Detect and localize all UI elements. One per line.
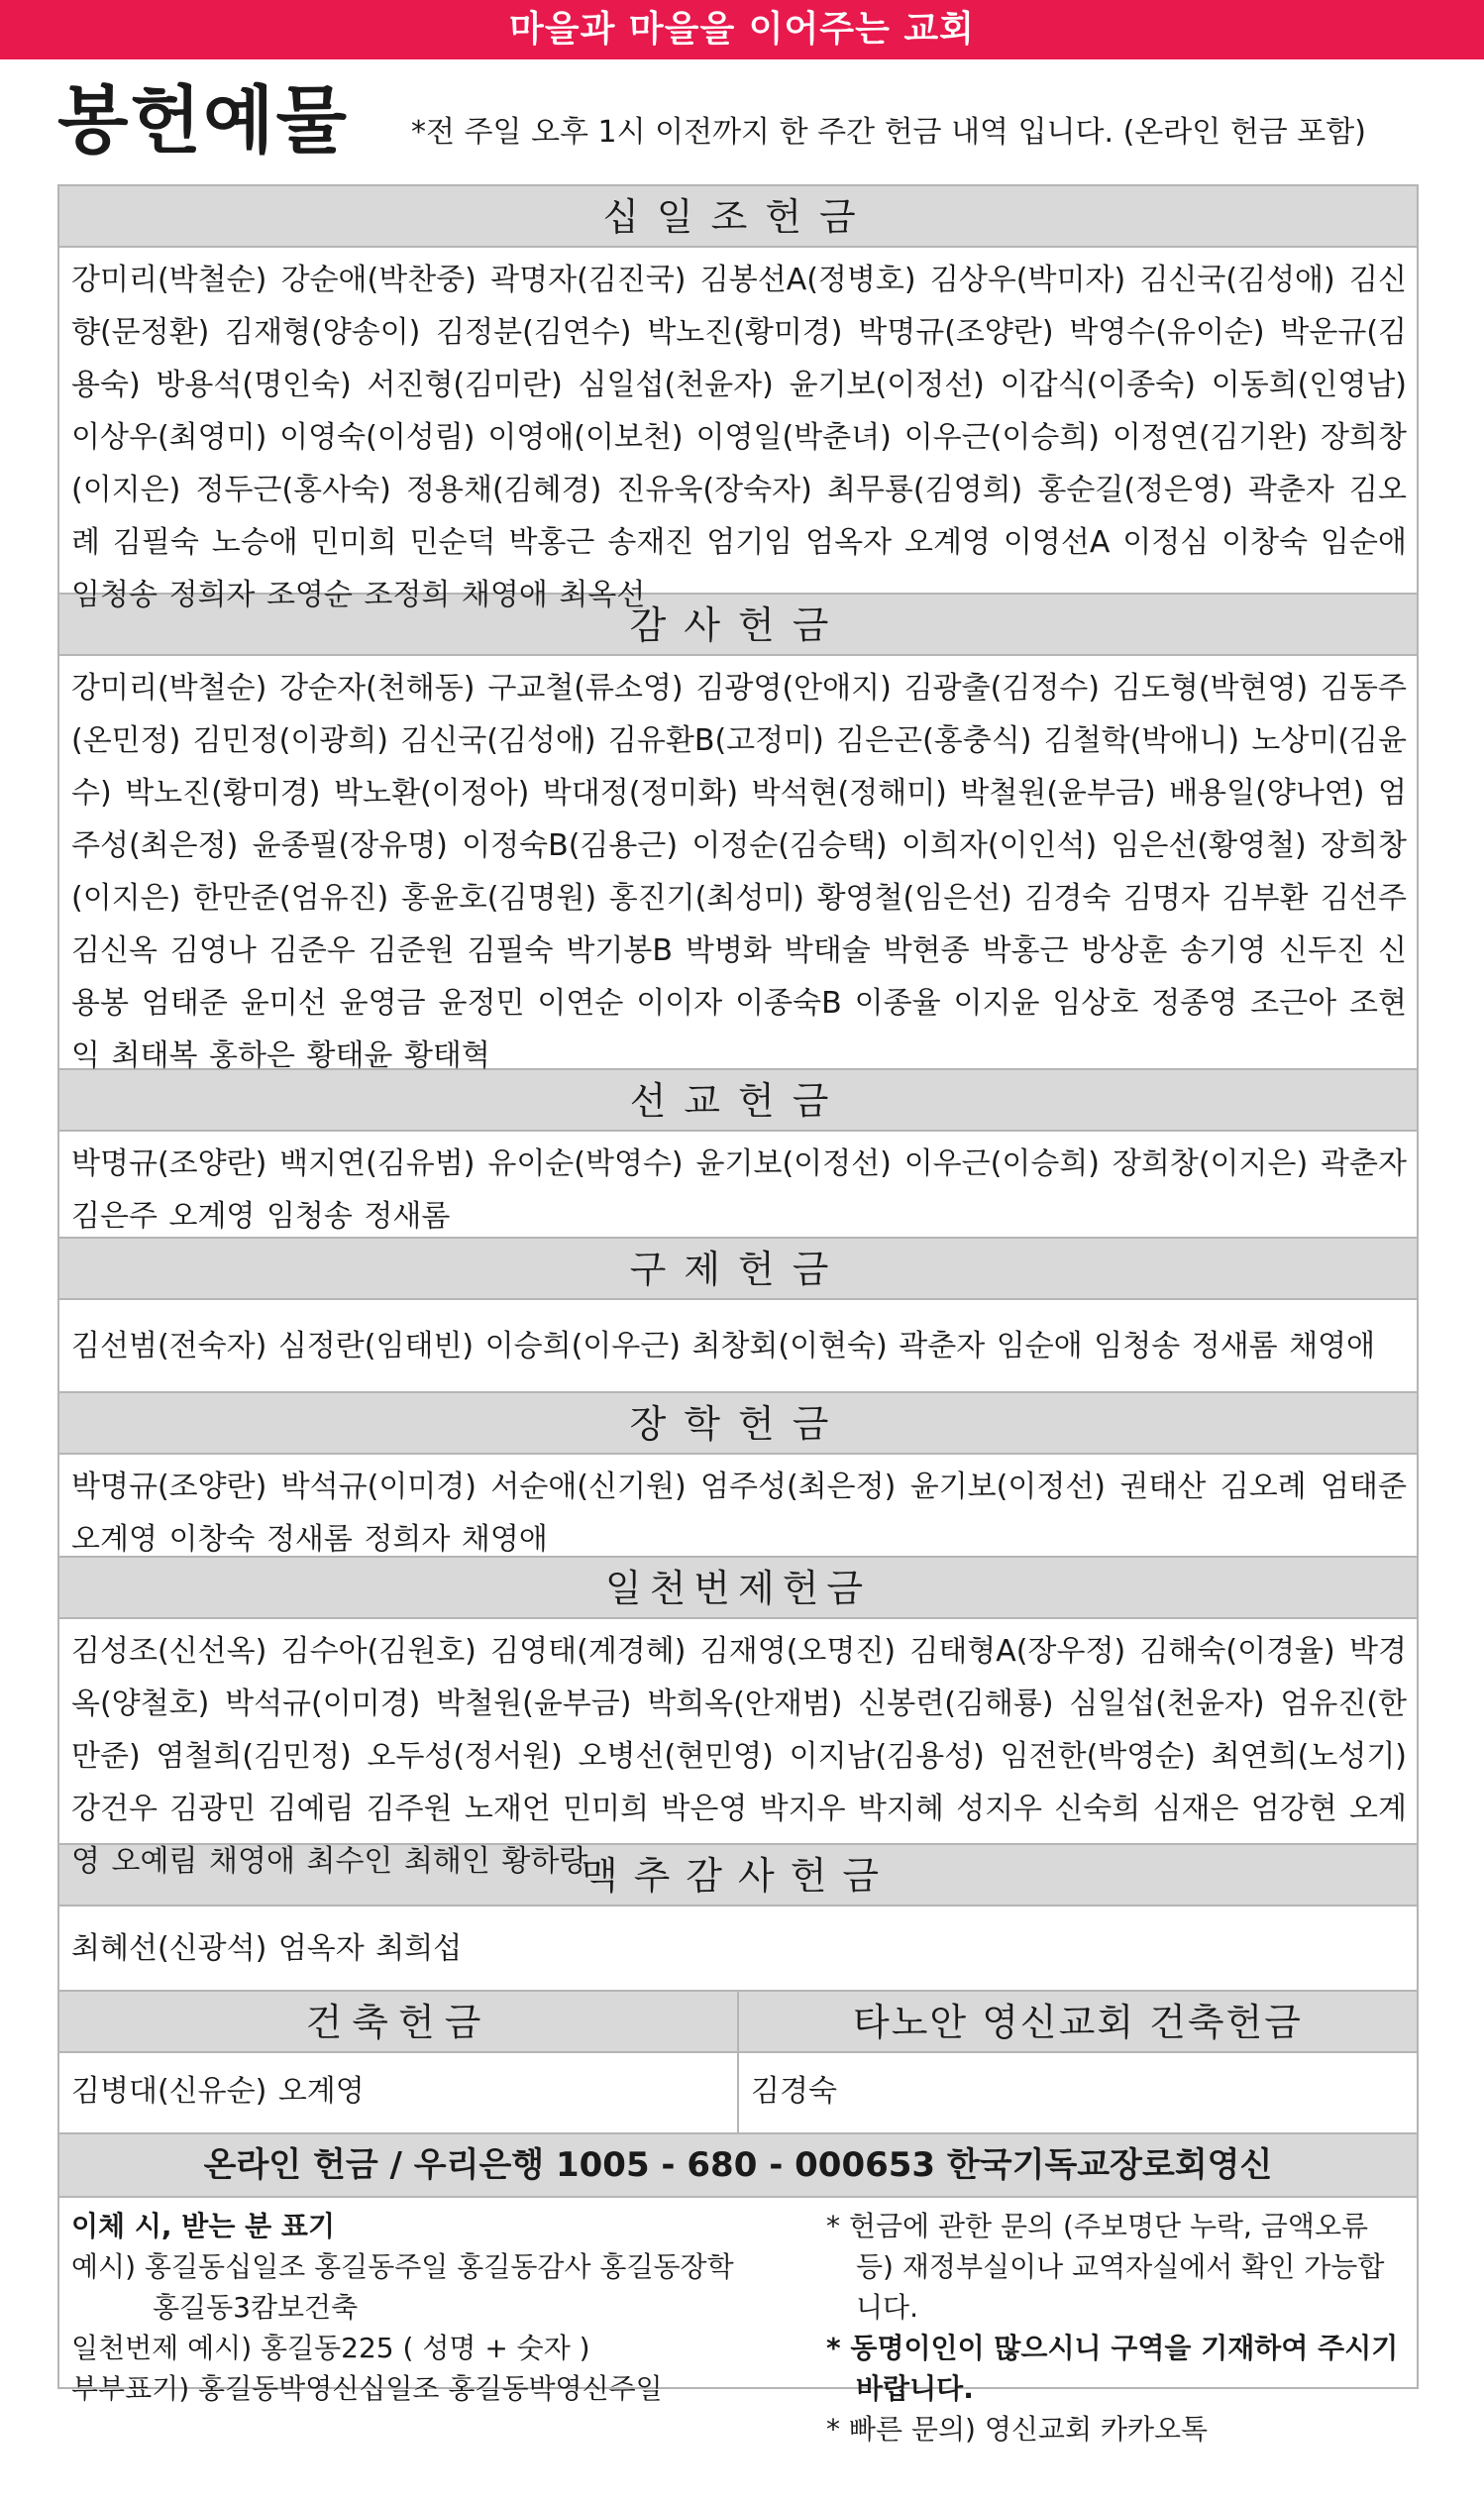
transfer-example: 예시) 홍길동십일조 홍길동주일 홍길동감사 홍길동장학 [71, 2250, 734, 2283]
transfer-info [59, 2198, 1417, 2457]
tithe-header: 십일조헌금 [59, 186, 1417, 248]
transfer-guide [71, 2206, 796, 2450]
thanks-names: 강미리(박철순) 강순자(천해동) 구교철(류소영) 김광영(안애지) 김광출(김정수) 김도형(박현영) 김동주(온민정) 김민정(이광희) 김신국(김성애) 김유환B(고정미) 김은곤(홍충식) 김철학(박애니) 노상미(김윤수) 박노진(황미경) 박노환(이정아) 박대정(정미화) 박석현(정해미) 박철원(윤부금) 배용일(양나연) 엄주성(최은정) 윤종필(장유명) 이정숙B(김용근) 이정순(김승택) 이희자(이인석) 임은선(황영철) 장희창(이지은) 한만준(엄유진) 홍윤호(김명원) 홍진기(최성미) 황영철(임은선) 김경숙 김명자 김부환 김선주 김신옥 김영나 김준우 김준원 김필숙 박기봉B 박병화 박태술 박현종 박홍근 방상훈 송기영 신두진 신용봉 엄태준 윤미선 윤영금 윤정민 이연순 이이자 이종숙B 이종율 이지윤 임상호 정종영 조근아 조현익 최태복 홍하은 황태윤 황태혁 [71, 671, 1407, 1073]
harvest-header: 맥추감사헌금 [59, 1845, 1417, 1906]
tanoan-building-column [739, 1992, 1417, 2132]
thousand-example: 일천번제 예시) 홍길동225 ( 성명 + 숫자 ) [71, 2332, 590, 2364]
thanks-header: 감사헌금 [59, 595, 1417, 656]
tithe-names: 강미리(박철순) 강순애(박찬중) 곽명자(김진국) 김봉선A(정병호) 김상우(박미자) 김신국(김성애) 김신향(문정환) 김재형(양송이) 김정분(김연수) 박노진(황미경) 박명규(조양란) 박영수(유이순) 박운규(김용숙) 방용석(명인숙) 서진형(김미란) 심일섭(천윤자) 윤기보(이정선) 이갑식(이종숙) 이동희(인영남) 이상우(최영미) 이영숙(이성림) 이영애(이보천) 이영일(박춘녀) 이우근(이승희) 이정연(김기완) 장희창(이지은) 정두근(홍사숙) 정용채(김혜경) 진유욱(장숙자) 최무룡(김영희) 홍순길(정은영) 곽춘자 김오례 김필숙 노승애 민미희 민순덕 박홍근 송재진 엄기임 엄옥자 오계영 이영선A 이정심 이창숙 임순애 임청송 정희자 조영순 조정희 채영애 최옥선 [71, 263, 1407, 612]
scholarship-header: 장학헌금 [59, 1393, 1417, 1455]
namesake-note: * 동명이인이 많으시니 구역을 기재하여 주시기 바랍니다. [826, 2332, 1399, 2405]
tanoan-building-names: 김경숙 [751, 2074, 837, 2109]
building-column [59, 1992, 739, 2132]
scholarship-names: 박명규(조양란) 박석규(이미경) 서순애(신기원) 엄주성(최은정) 윤기보(이정선) 권태산 김오례 엄태준 오계영 이창숙 정새롬 정희자 채영애 [71, 1470, 1407, 1557]
relief-names: 김선범(전숙자) 심정란(임태빈) 이승희(이우근) 최창회(이현숙) 곽춘자 임순애 임청송 정새롬 채영애 [71, 1329, 1376, 1363]
building-row [59, 1992, 1417, 2134]
transfer-example-cont: 홍길동3캄보건축 [153, 2291, 359, 2324]
offering-table [57, 184, 1419, 2446]
transfer-heading: 이체 시, 받는 분 표기 [71, 2210, 336, 2242]
thanks-section [59, 595, 1417, 1073]
building-header: 건축헌금 [59, 1992, 737, 2053]
inquiry-notes [796, 2206, 1405, 2450]
kakaotalk-note: * 빠른 문의) 영신교회 카카오톡 [826, 2413, 1209, 2446]
inquiry-note: * 헌금에 관한 문의 (주보명단 누락, 금액오류 등) 재정부실이나 교역자실에서 확인 가능합니다. [826, 2210, 1385, 2324]
online-offering-account: 온라인 헌금 / 우리은행 1005 - 680 - 000653 한국기독교장로회영신 [59, 2134, 1417, 2198]
offering-note: *전 주일 오후 1시 이전까지 한 주간 헌금 내역 입니다. (온라인 헌금 포함) [411, 115, 1366, 150]
relief-section [59, 1239, 1417, 1393]
page-title: 봉헌예물 [57, 78, 349, 163]
tanoan-building-header: 타노안 영신교회 건축헌금 [739, 1992, 1417, 2053]
couple-example: 부부표기) 홍길동박영신십일조 홍길동박영신주일 [71, 2372, 663, 2405]
building-names: 김병대(신유순) 오계영 [71, 2074, 365, 2109]
tithe-section [59, 186, 1417, 612]
church-banner: 마을과 마을을 이어주는 교회 [0, 0, 1484, 59]
thousand-header: 일천번제헌금 [59, 1558, 1417, 1619]
thousand-names: 김성조(신선옥) 김수아(김원호) 김영태(계경혜) 김재영(오명진) 김태형A(장우정) 김해숙(이경율) 박경옥(양철호) 박석규(이미경) 박철원(윤부금) 박희옥(안재범) 신봉련(김해룡) 심일섭(천윤자) 엄유진(한만준) 염철희(김민정) 오두성(정서원) 오병선(현민영) 이지남(김용성) 임전한(박영순) 최연희(노성기) 강건우 김광민 김예림 김주원 노재언 민미희 박은영 박지우 박지혜 성지우 신숙희 심재은 엄강현 오계영 오예림 채영애 최수인 최해인 황하랑 [71, 1634, 1407, 1879]
relief-header: 구제헌금 [59, 1239, 1417, 1300]
scholarship-section [59, 1393, 1417, 1558]
mission-section [59, 1070, 1417, 1239]
mission-names: 박명규(조양란) 백지연(김유범) 유이순(박영수) 윤기보(이정선) 이우근(이승희) 장희창(이지은) 곽춘자 김은주 오계영 임청송 정새롬 [71, 1146, 1407, 1234]
mission-header: 선교헌금 [59, 1070, 1417, 1132]
harvest-names: 최혜선(신광석) 엄옥자 최희섭 [71, 1931, 463, 1966]
